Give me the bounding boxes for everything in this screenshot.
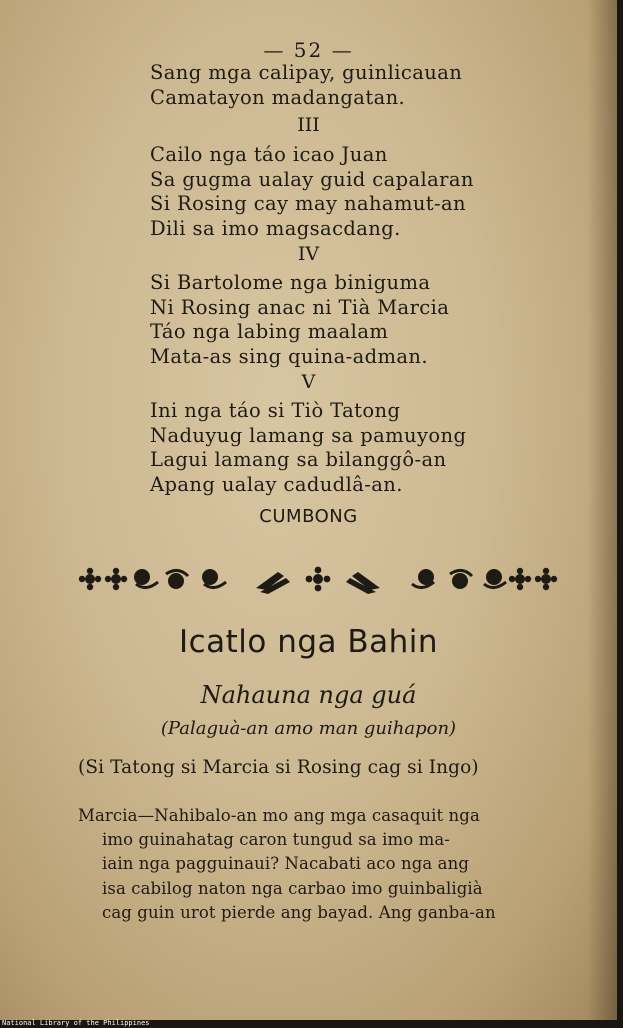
scene-title: Nahauna nga guá: [200, 681, 417, 709]
verse-line: Sa gugma ualay guid capalaran: [150, 167, 474, 191]
verse-line: Dili sa imo magsacdang.: [150, 216, 401, 240]
verse-line: Mata-as sing quina-adman.: [150, 344, 428, 368]
verse-line: Ini nga táo si Tiò Tatong: [150, 399, 401, 422]
stanza-numeral-3: III: [297, 114, 320, 136]
verse-line: Si Rosing cay may nahamut-an: [150, 192, 467, 215]
stanza-numeral-5: V: [301, 371, 316, 393]
library-credit: National Library of the Philippines: [2, 1019, 150, 1027]
verse-line: Táo nga labing maalam: [150, 320, 389, 343]
verse-line: Apang ualay cadudlâ-an.: [150, 472, 403, 496]
verse-line: Naduyug lamang sa pamuyong: [150, 423, 467, 447]
verse-line: Lagui lamang sa bilanggô-an: [150, 448, 447, 471]
stanza-numeral-4: IV: [297, 243, 320, 265]
verse-line: Sang mga calipay, guinlicauan: [150, 61, 463, 84]
stage-note: (Palaguà-an amo man guihapon): [160, 718, 457, 739]
verse-line: Ni Rosing anac ni Tià Marcia: [150, 295, 450, 319]
page-number: — 52 —: [263, 38, 354, 62]
part-title: Icatlo nga Bahin: [178, 624, 439, 660]
dialogue-line: isa cabilog naton nga carbao imo guinbaligià: [102, 878, 483, 898]
stanza-4: [150, 271, 449, 369]
floral-ornament-icon: [78, 562, 558, 596]
dialogue-line: cag guin urot pierde ang bayad. Ang ganba-an: [102, 902, 496, 922]
stanza-top: [150, 61, 462, 110]
dialogue-paragraph: [78, 804, 562, 925]
dialogue-line: imo guinahatag caron tungud sa imo ma-: [102, 830, 450, 850]
verse-line: Camatayon madangatan.: [150, 85, 406, 109]
dialogue-line: Marcia—Nahibalo-an mo ang mga casaquit nga: [78, 806, 480, 825]
end-label: CUMBONG: [259, 506, 358, 527]
stanza-3: [150, 143, 474, 241]
cast-line: (Si Tatong si Marcia si Rosing cag si Ingo): [78, 757, 479, 778]
stanza-5: [150, 399, 466, 497]
dialogue-line: iain nga pagguinaui? Nacabati aco nga ang: [102, 854, 469, 874]
verse-line: Si Bartolome nga biniguma: [150, 271, 431, 294]
verse-line: Cailo nga táo icao Juan: [150, 143, 388, 166]
